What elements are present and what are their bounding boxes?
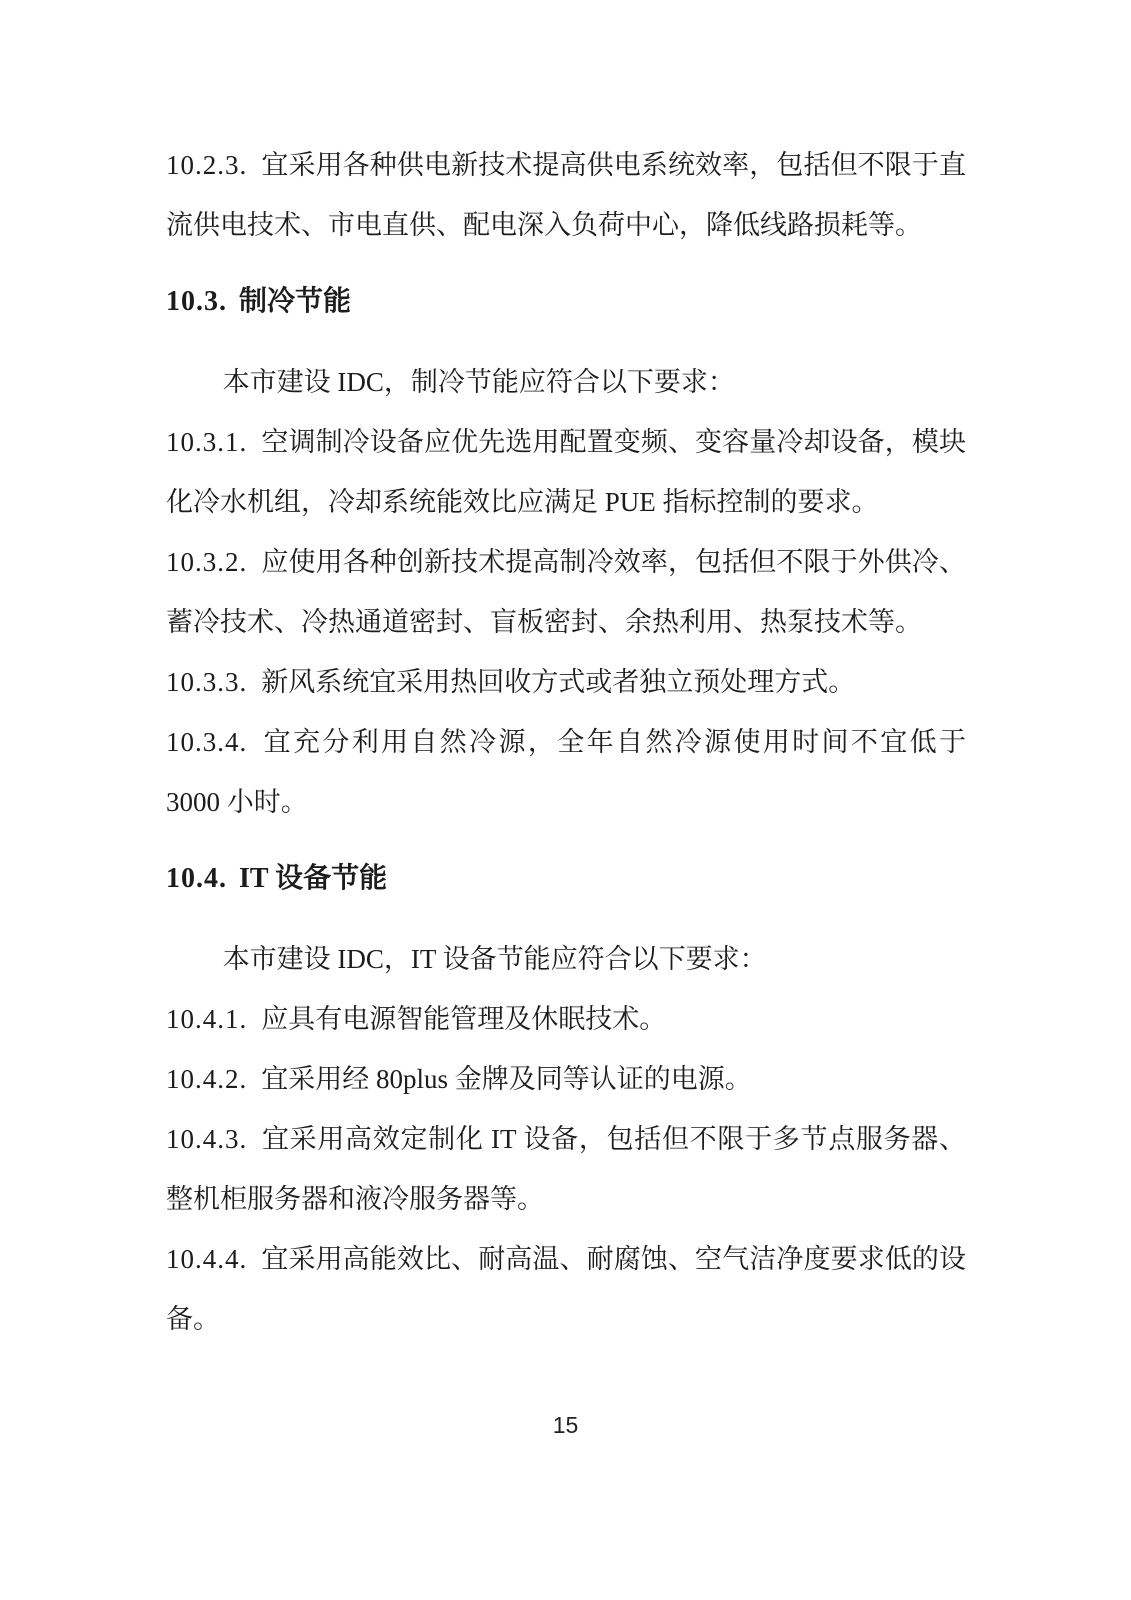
- clause-number: 10.4.1.: [166, 1004, 248, 1034]
- clause-text: 空调制冷设备应优先选用配置变频、变容量冷却设备，模块化冷水机组，冷却系统能效比应满足 PUE 指标控制的要求。: [166, 427, 966, 517]
- clause-text: 新风系统宜采用热回收方式或者独立预处理方式。: [261, 667, 856, 697]
- section-number: 10.4.: [166, 863, 227, 894]
- intro-text: 本市建设 IDC，制冷节能应符合以下要求：: [222, 367, 735, 397]
- intro-paragraph-it-equipment: [166, 929, 966, 989]
- clause-10-4-3: [166, 1109, 966, 1229]
- clause-text: 应具有电源智能管理及休眠技术。: [261, 1004, 667, 1034]
- clause-text: 应使用各种创新技术提高制冷效率，包括但不限于外供冷、蓄冷技术、冷热通道密封、盲板密封、余热利用、热泵技术等。: [166, 547, 966, 637]
- clause-number: 10.3.4.: [166, 727, 248, 757]
- clause-10-4-4: [166, 1229, 966, 1349]
- clause-number: 10.3.3.: [166, 667, 248, 697]
- clause-number: 10.4.2.: [166, 1064, 248, 1094]
- clause-text: 宜采用各种供电新技术提高供电系统效率，包括但不限于直流供电技术、市电直供、配电深入负荷中心，降低线路损耗等。: [166, 150, 966, 240]
- section-title: IT 设备节能: [239, 863, 388, 894]
- clause-10-3-3: [166, 652, 966, 712]
- clause-number: 10.4.4.: [166, 1244, 248, 1274]
- clause-text: 宜采用经 80plus 金牌及同等认证的电源。: [261, 1064, 752, 1094]
- clause-10-3-2: [166, 532, 966, 652]
- clause-number: 10.3.1.: [166, 427, 248, 457]
- clause-10-3-4: [166, 712, 966, 832]
- clause-10-3-1: [166, 412, 966, 532]
- page-number: 15: [552, 1412, 579, 1438]
- section-heading-10-4: [166, 849, 966, 909]
- intro-paragraph-cooling: [166, 352, 966, 412]
- section-number: 10.3.: [166, 286, 227, 317]
- intro-text: 本市建设 IDC，IT 设备节能应符合以下要求：: [222, 944, 767, 974]
- clause-number: 10.4.3.: [166, 1124, 248, 1154]
- clause-10-4-2: [166, 1049, 966, 1109]
- clause-10-2-3: [166, 135, 966, 255]
- clause-text: 宜充分利用自然冷源，全年自然冷源使用时间不宜低于 3000 小时。: [166, 727, 966, 817]
- clause-10-4-1: [166, 989, 966, 1049]
- clause-text: 宜采用高能效比、耐高温、耐腐蚀、空气洁净度要求低的设备。: [166, 1244, 966, 1334]
- clause-number: 10.2.3.: [166, 150, 248, 180]
- section-heading-10-3: [166, 272, 966, 332]
- clause-number: 10.3.2.: [166, 547, 248, 577]
- clause-text: 宜采用高效定制化 IT 设备，包括但不限于多节点服务器、整机柜服务器和液冷服务器等。: [166, 1124, 966, 1214]
- section-title: 制冷节能: [239, 286, 352, 317]
